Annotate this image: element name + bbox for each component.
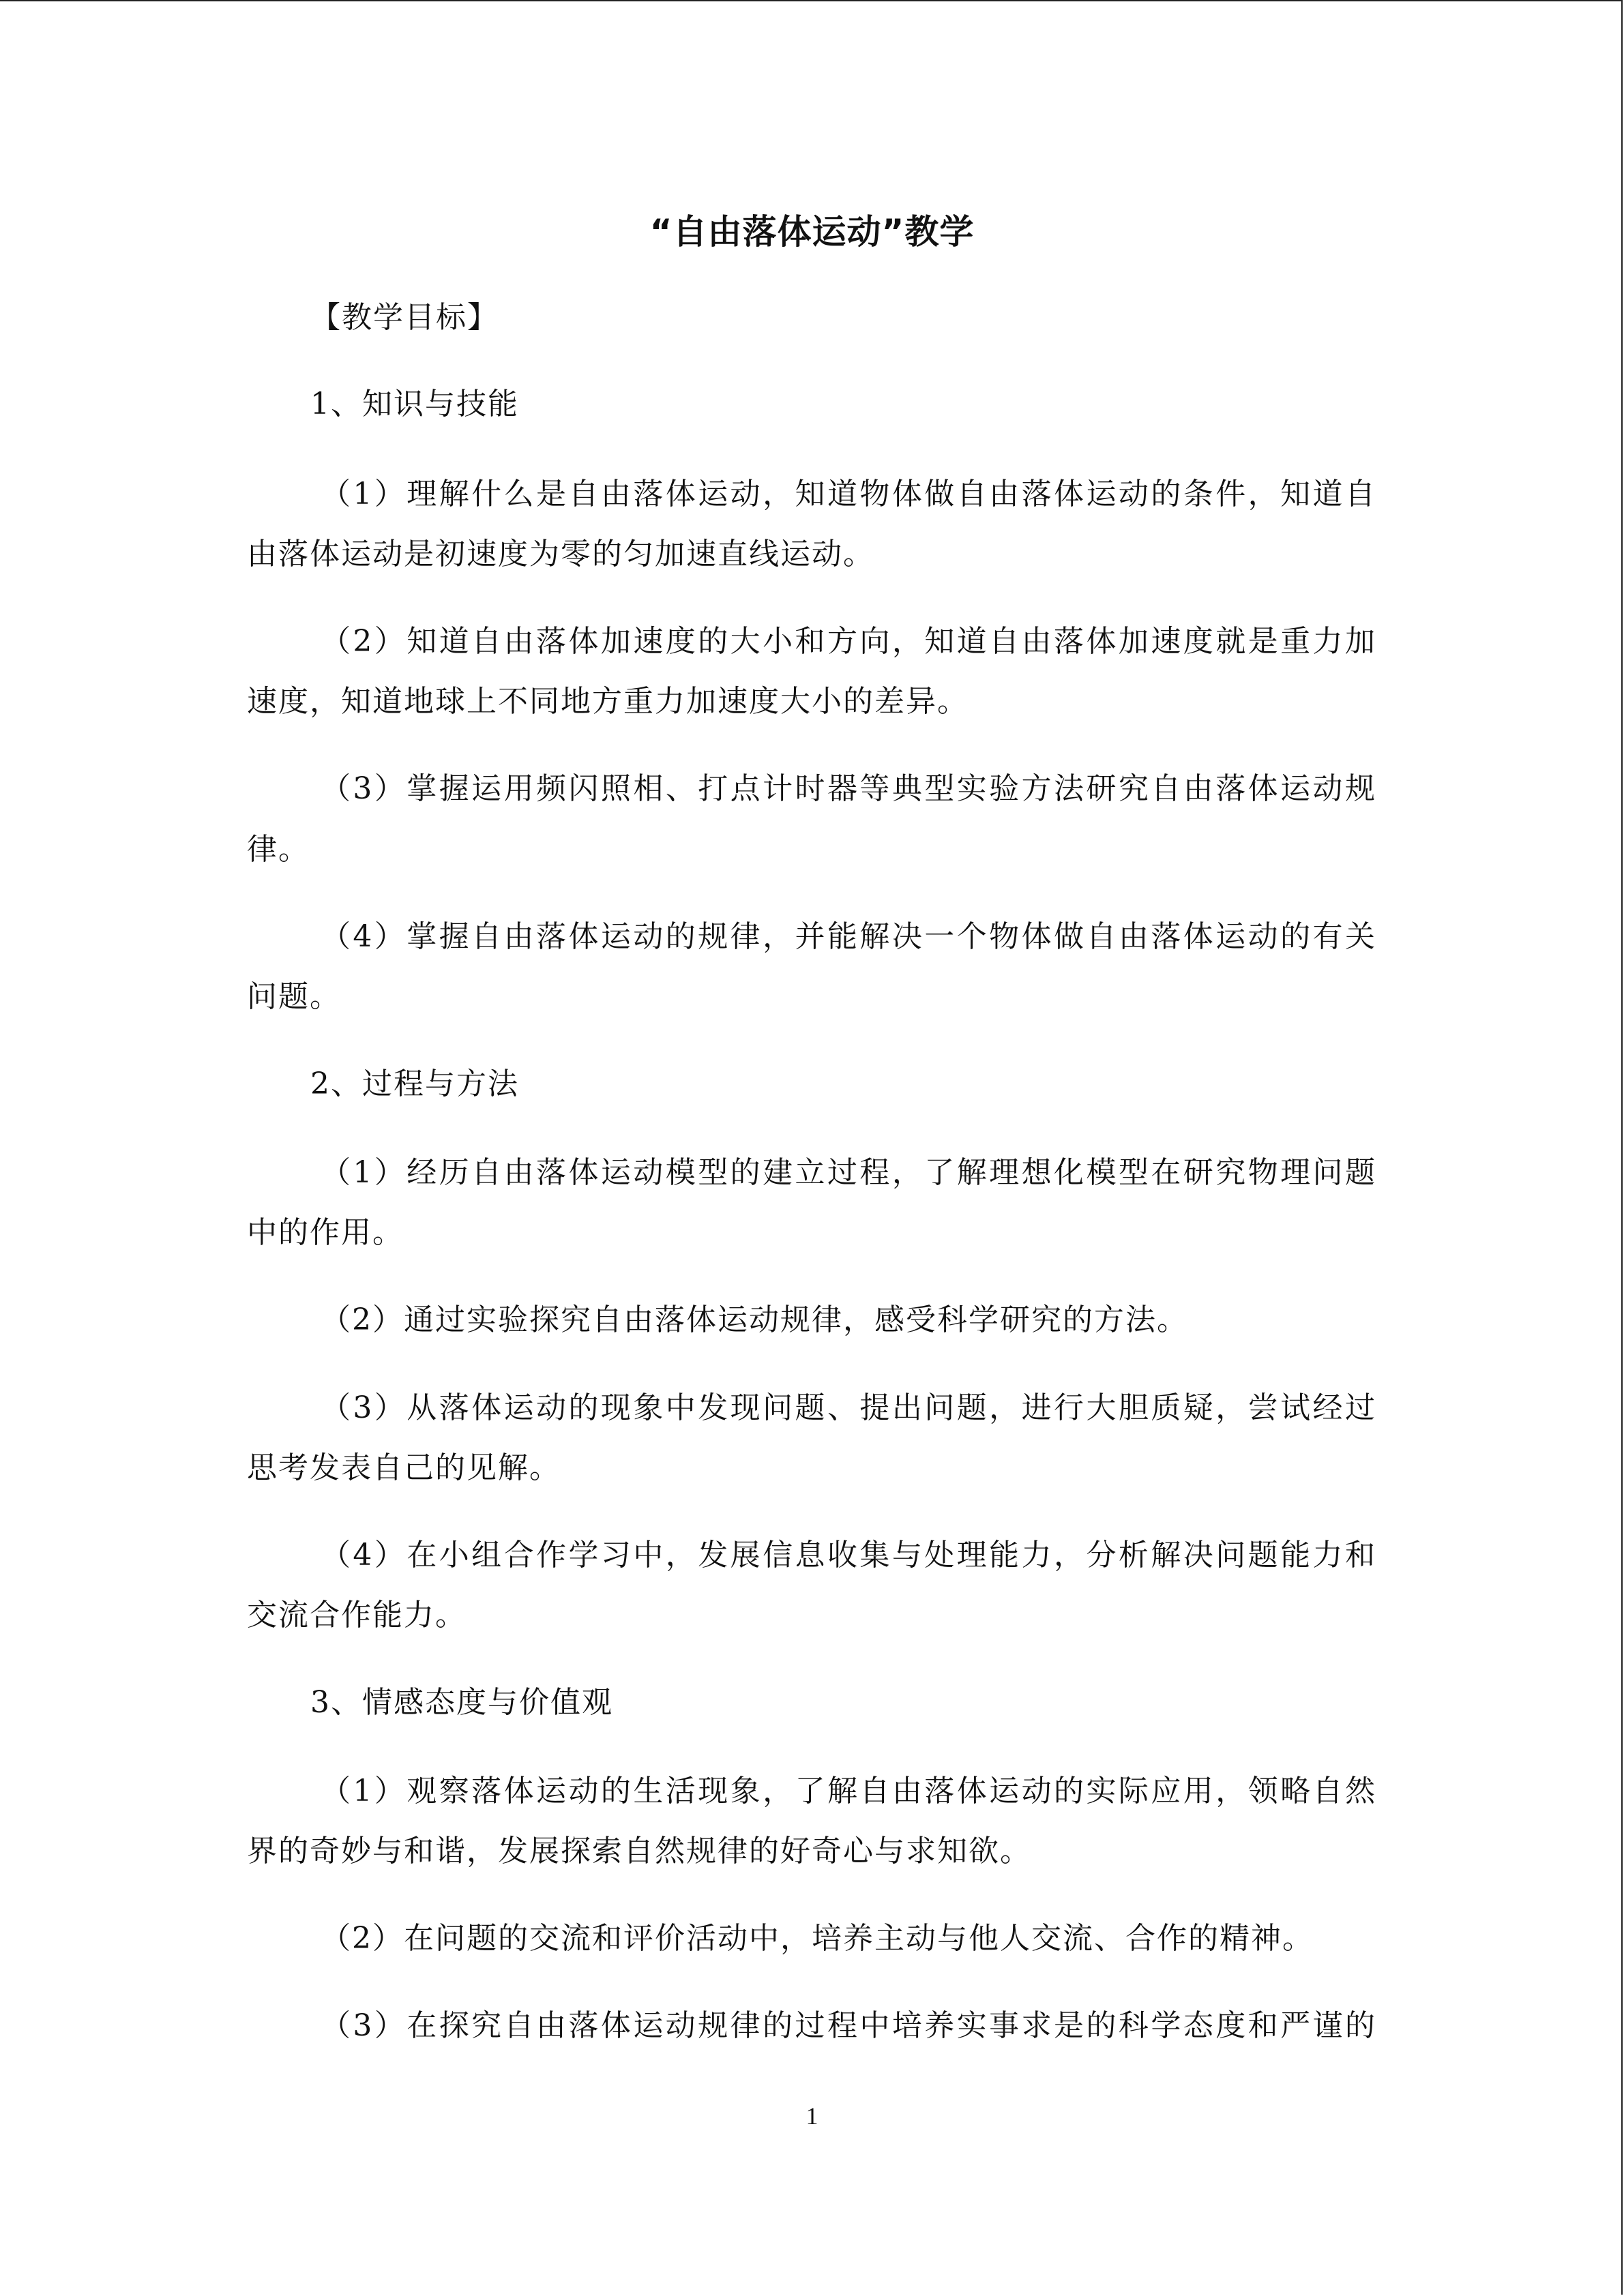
heading-process-method: 2、过程与方法: [310, 1067, 519, 1101]
goal-2-4-line2: 交流合作能力。: [247, 1598, 467, 1632]
goal-1-2-line2: 速度，知道地球上不同地方重力加速度大小的差异。: [247, 684, 969, 719]
goal-2-3-line1: （3）从落体运动的现象中发现问题、提出问题，进行大胆质疑，尝试经过: [321, 1390, 1376, 1425]
goal-1-2-line1: （2）知道自由落体加速度的大小和方向，知道自由落体加速度就是重力加: [321, 624, 1376, 659]
heading-attitude-values: 3、情感态度与价值观: [310, 1685, 613, 1720]
section-heading-teaching-goals: 【教学目标】: [310, 300, 499, 335]
goal-3-1-line1: （1）观察落体运动的生活现象，了解自由落体运动的实际应用，领略自然: [321, 1774, 1376, 1808]
goal-1-1-line2: 由落体运动是初速度为零的匀加速直线运动。: [247, 537, 874, 571]
page-title: “自由落体运动”教学: [649, 212, 975, 252]
page-number: 1: [806, 2102, 818, 2130]
goal-1-3-line1: （3）掌握运用频闪照相、打点计时器等典型实验方法研究自由落体运动规: [321, 771, 1376, 806]
goal-2-4-line1: （4）在小组合作学习中，发展信息收集与处理能力，分析解决问题能力和: [321, 1538, 1376, 1572]
goal-1-4-line2: 问题。: [247, 979, 341, 1014]
goal-3-3-line1: （3）在探究自由落体运动规律的过程中培养实事求是的科学态度和严谨的: [321, 2008, 1376, 2043]
goal-2-3-line2: 思考发表自己的见解。: [247, 1450, 561, 1485]
goal-1-4-line1: （4）掌握自由落体运动的规律，并能解决一个物体做自由落体运动的有关: [321, 919, 1376, 954]
goal-2-1-line1: （1）经历自由落体运动模型的建立过程，了解理想化模型在研究物理问题: [321, 1155, 1376, 1190]
goal-1-3-line2: 律。: [247, 832, 310, 867]
goal-3-1-line2: 界的奇妙与和谐，发展探索自然规律的好奇心与求知欲。: [247, 1834, 1031, 1868]
goal-1-1-line1: （1）理解什么是自由落体运动，知道物体做自由落体运动的条件，知道自: [321, 477, 1376, 511]
heading-knowledge-skills: 1、知识与技能: [310, 387, 519, 421]
goal-2-1-line2: 中的作用。: [247, 1215, 404, 1250]
goal-2-2-line1: （2）通过实验探究自由落体运动规律，感受科学研究的方法。: [321, 1302, 1188, 1337]
goal-3-2-line1: （2）在问题的交流和评价活动中，培养主动与他人交流、合作的精神。: [321, 1921, 1314, 1956]
